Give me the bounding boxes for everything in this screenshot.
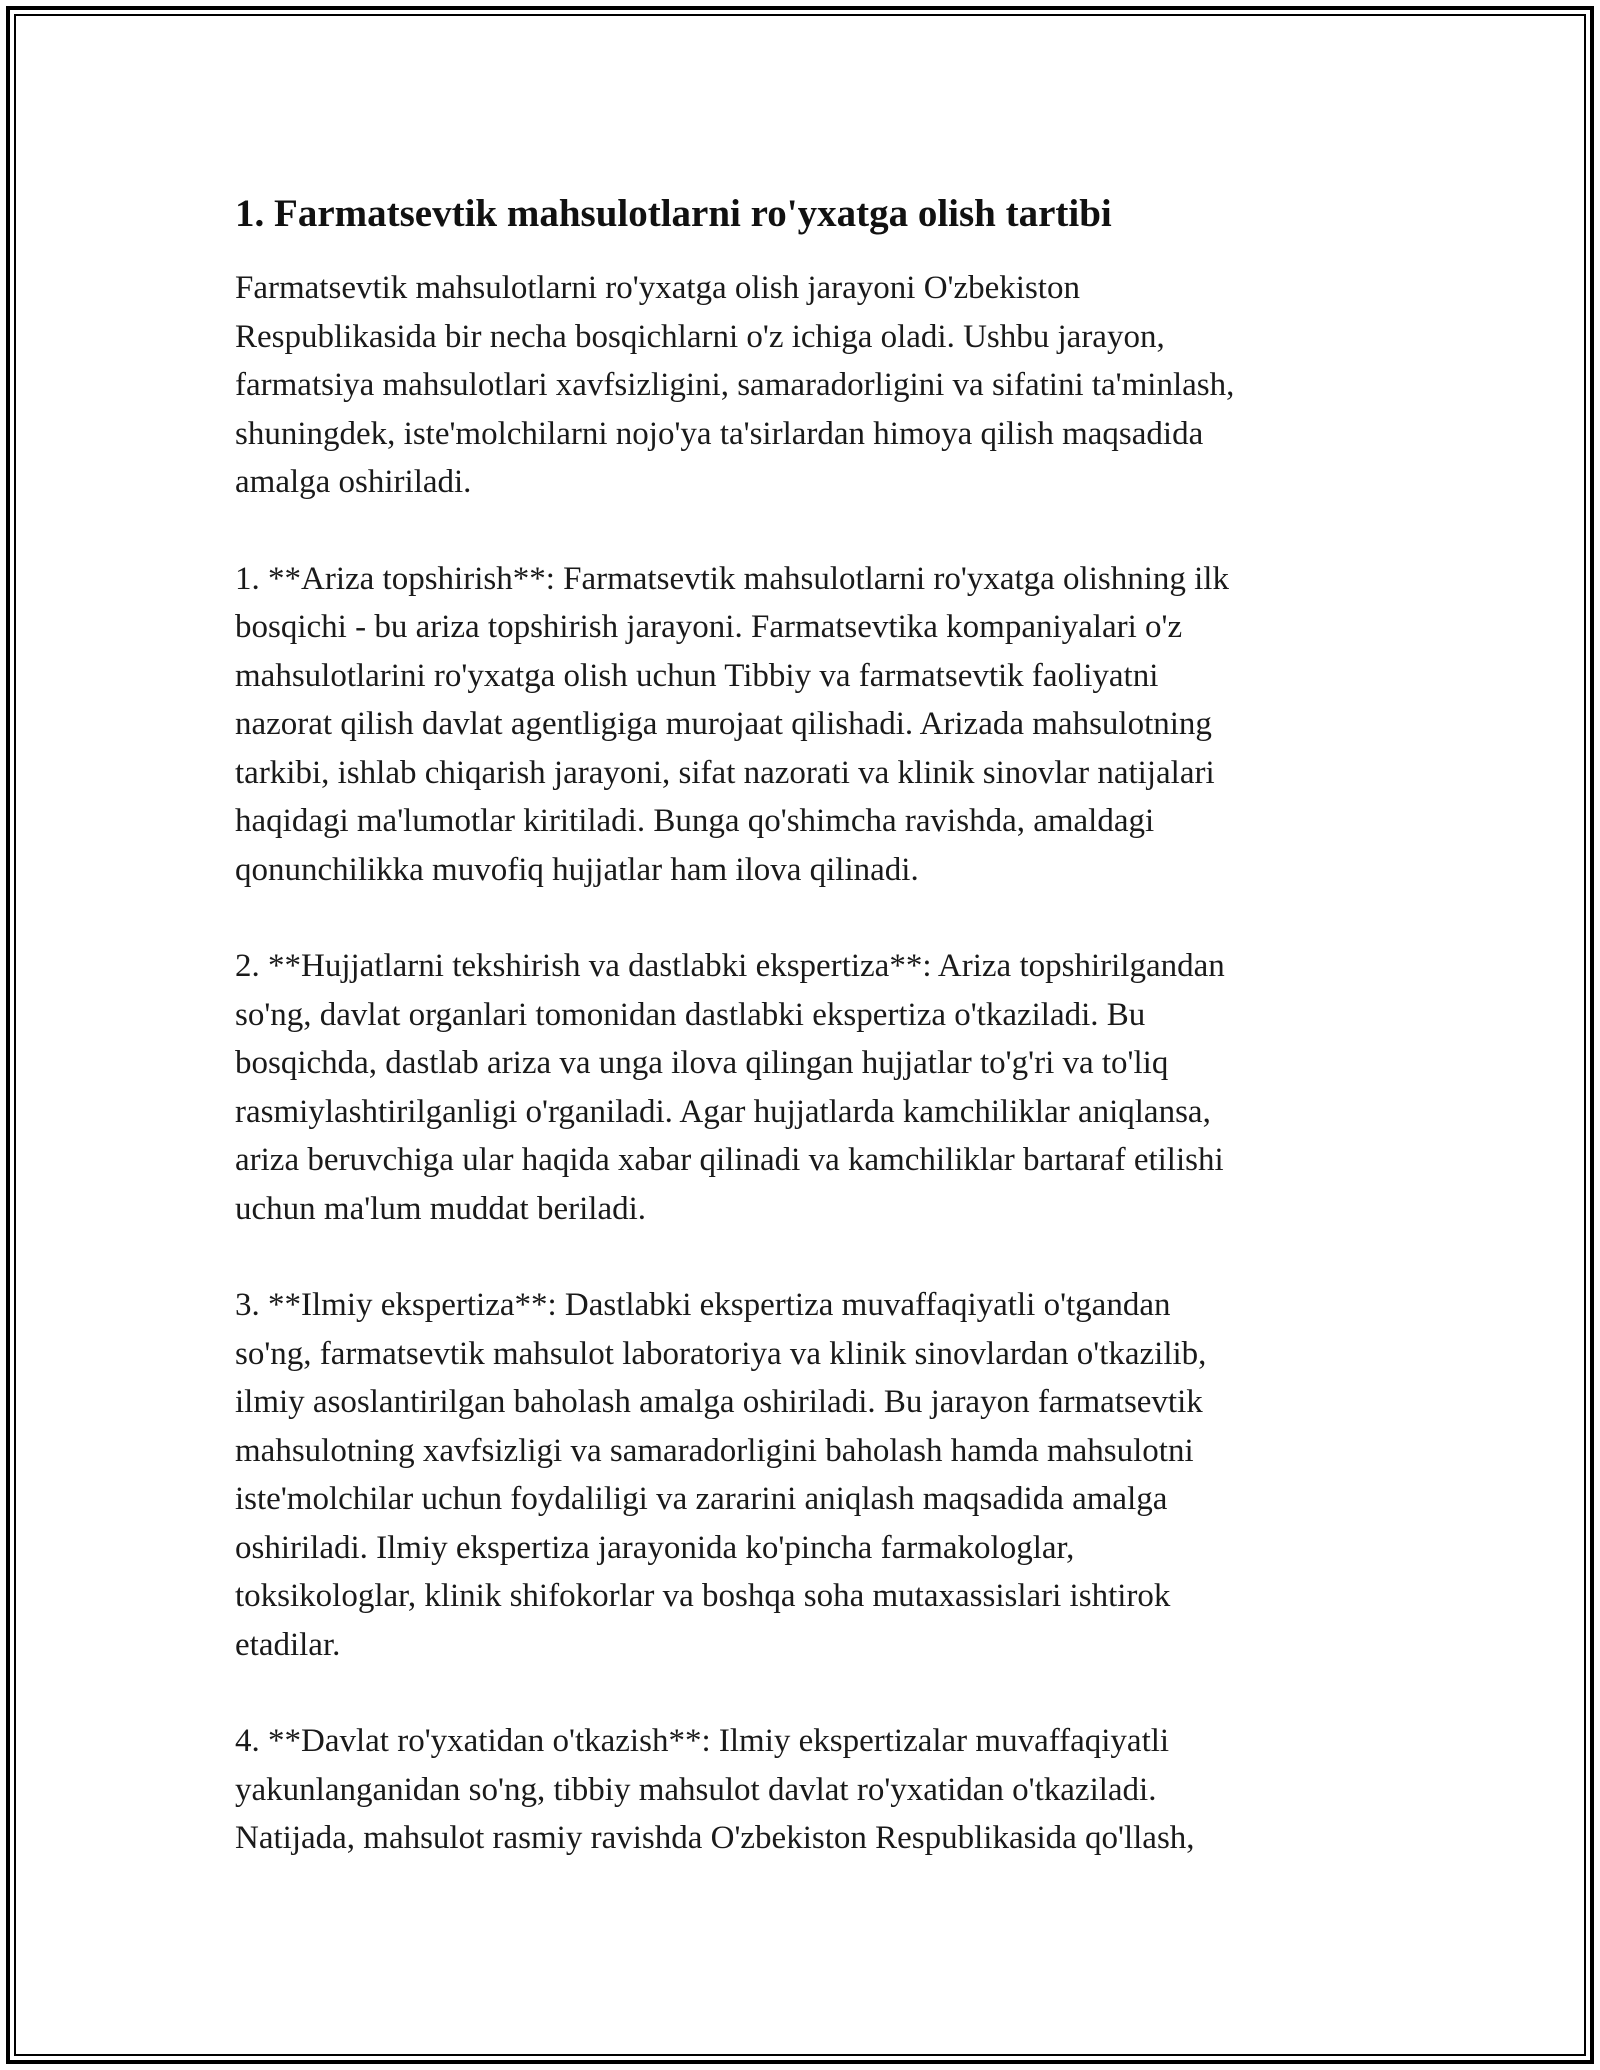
document-body — [235, 186, 1385, 1863]
step-1-paragraph: 1. **Ariza topshirish**: Farmatsevtik mahsulotlarni ro'yxatga olishning ilk bosqichi - bu ariza topshirish jarayoni. Farmatsevtika kompaniyalari o'z mahsulotlarini ro'yxatga olish uchun Tibbiy va farmatsevtik faoliyatni nazorat qilish davlat agentligiga murojaat qilishadi. Arizada mahsulotning tarkibi, ishlab chiqarish jarayoni, sifat nazorati va klinik sinovlar natijalari haqidagi ma'lumotlar kiritiladi. Bunga qo'shimcha ravishda, amaldagi qonunchilikka muvofiq hujjatlar ham ilova qilinadi. — [235, 560, 1229, 888]
intro-paragraph: Farmatsevtik mahsulotlarni ro'yxatga olish jarayoni O'zbekiston Respublikasida bir necha bosqichlarni o'z ichiga oladi. Ushbu jarayon, farmatsiya mahsulotlari xavfsizligini, samaradorligini va sifatini ta'minlash, shuningdek, iste'molchilarni nojo'ya ta'sirlardan himoya qilish maqsadida amalga oshiriladi. — [235, 270, 1235, 500]
step-4-paragraph: 4. **Davlat ro'yxatidan o'tkazish**: Ilmiy ekspertizalar muvaffaqiyatli yakunlanganidan so'ng, tibbiy mahsulot davlat ro'yxatidan o'tkaziladi. Natijada, mahsulot rasmiy ravishda O'zbekiston Respublikasida qo'llash, — [235, 1723, 1195, 1856]
step-2-paragraph: 2. **Hujjatlarni tekshirish va dastlabki ekspertiza**: Ariza topshirilgandan so'ng, davlat organlari tomonidan dastlabki ekspertiza o'tkaziladi. Bu bosqichda, dastlab ariza va unga ilova qilingan hujjatlar to'g'ri va to'liq rasmiylashtirilganligi o'rganiladi. Agar hujjatlarda kamchiliklar aniqlansa, ariza beruvchiga ular haqida xabar qilinadi va kamchiliklar bartaraf etilishi uchun ma'lum muddat beriladi. — [235, 948, 1225, 1227]
section-heading: 1. Farmatsevtik mahsulotlarni ro'yxatga olish tartibi — [235, 192, 1112, 235]
step-3-paragraph: 3. **Ilmiy ekspertiza**: Dastlabki ekspertiza muvaffaqiyatli o'tgandan so'ng, farmatsevtik mahsulot laboratoriya va klinik sinovlardan o'tkazilib, ilmiy asoslantirilgan baholash amalga oshiriladi. Bu jarayon farmatsevtik mahsulotning xavfsizligi va samaradorligini baholash hamda mahsulotni iste'molchilar uchun foydaliligi va zararini aniqlash maqsadida amalga oshiriladi. Ilmiy ekspertiza jarayonida ko'pincha farmakologlar, toksikologlar, klinik shifokorlar va boshqa soha mutaxassislari ishtirok etadilar. — [235, 1287, 1207, 1663]
